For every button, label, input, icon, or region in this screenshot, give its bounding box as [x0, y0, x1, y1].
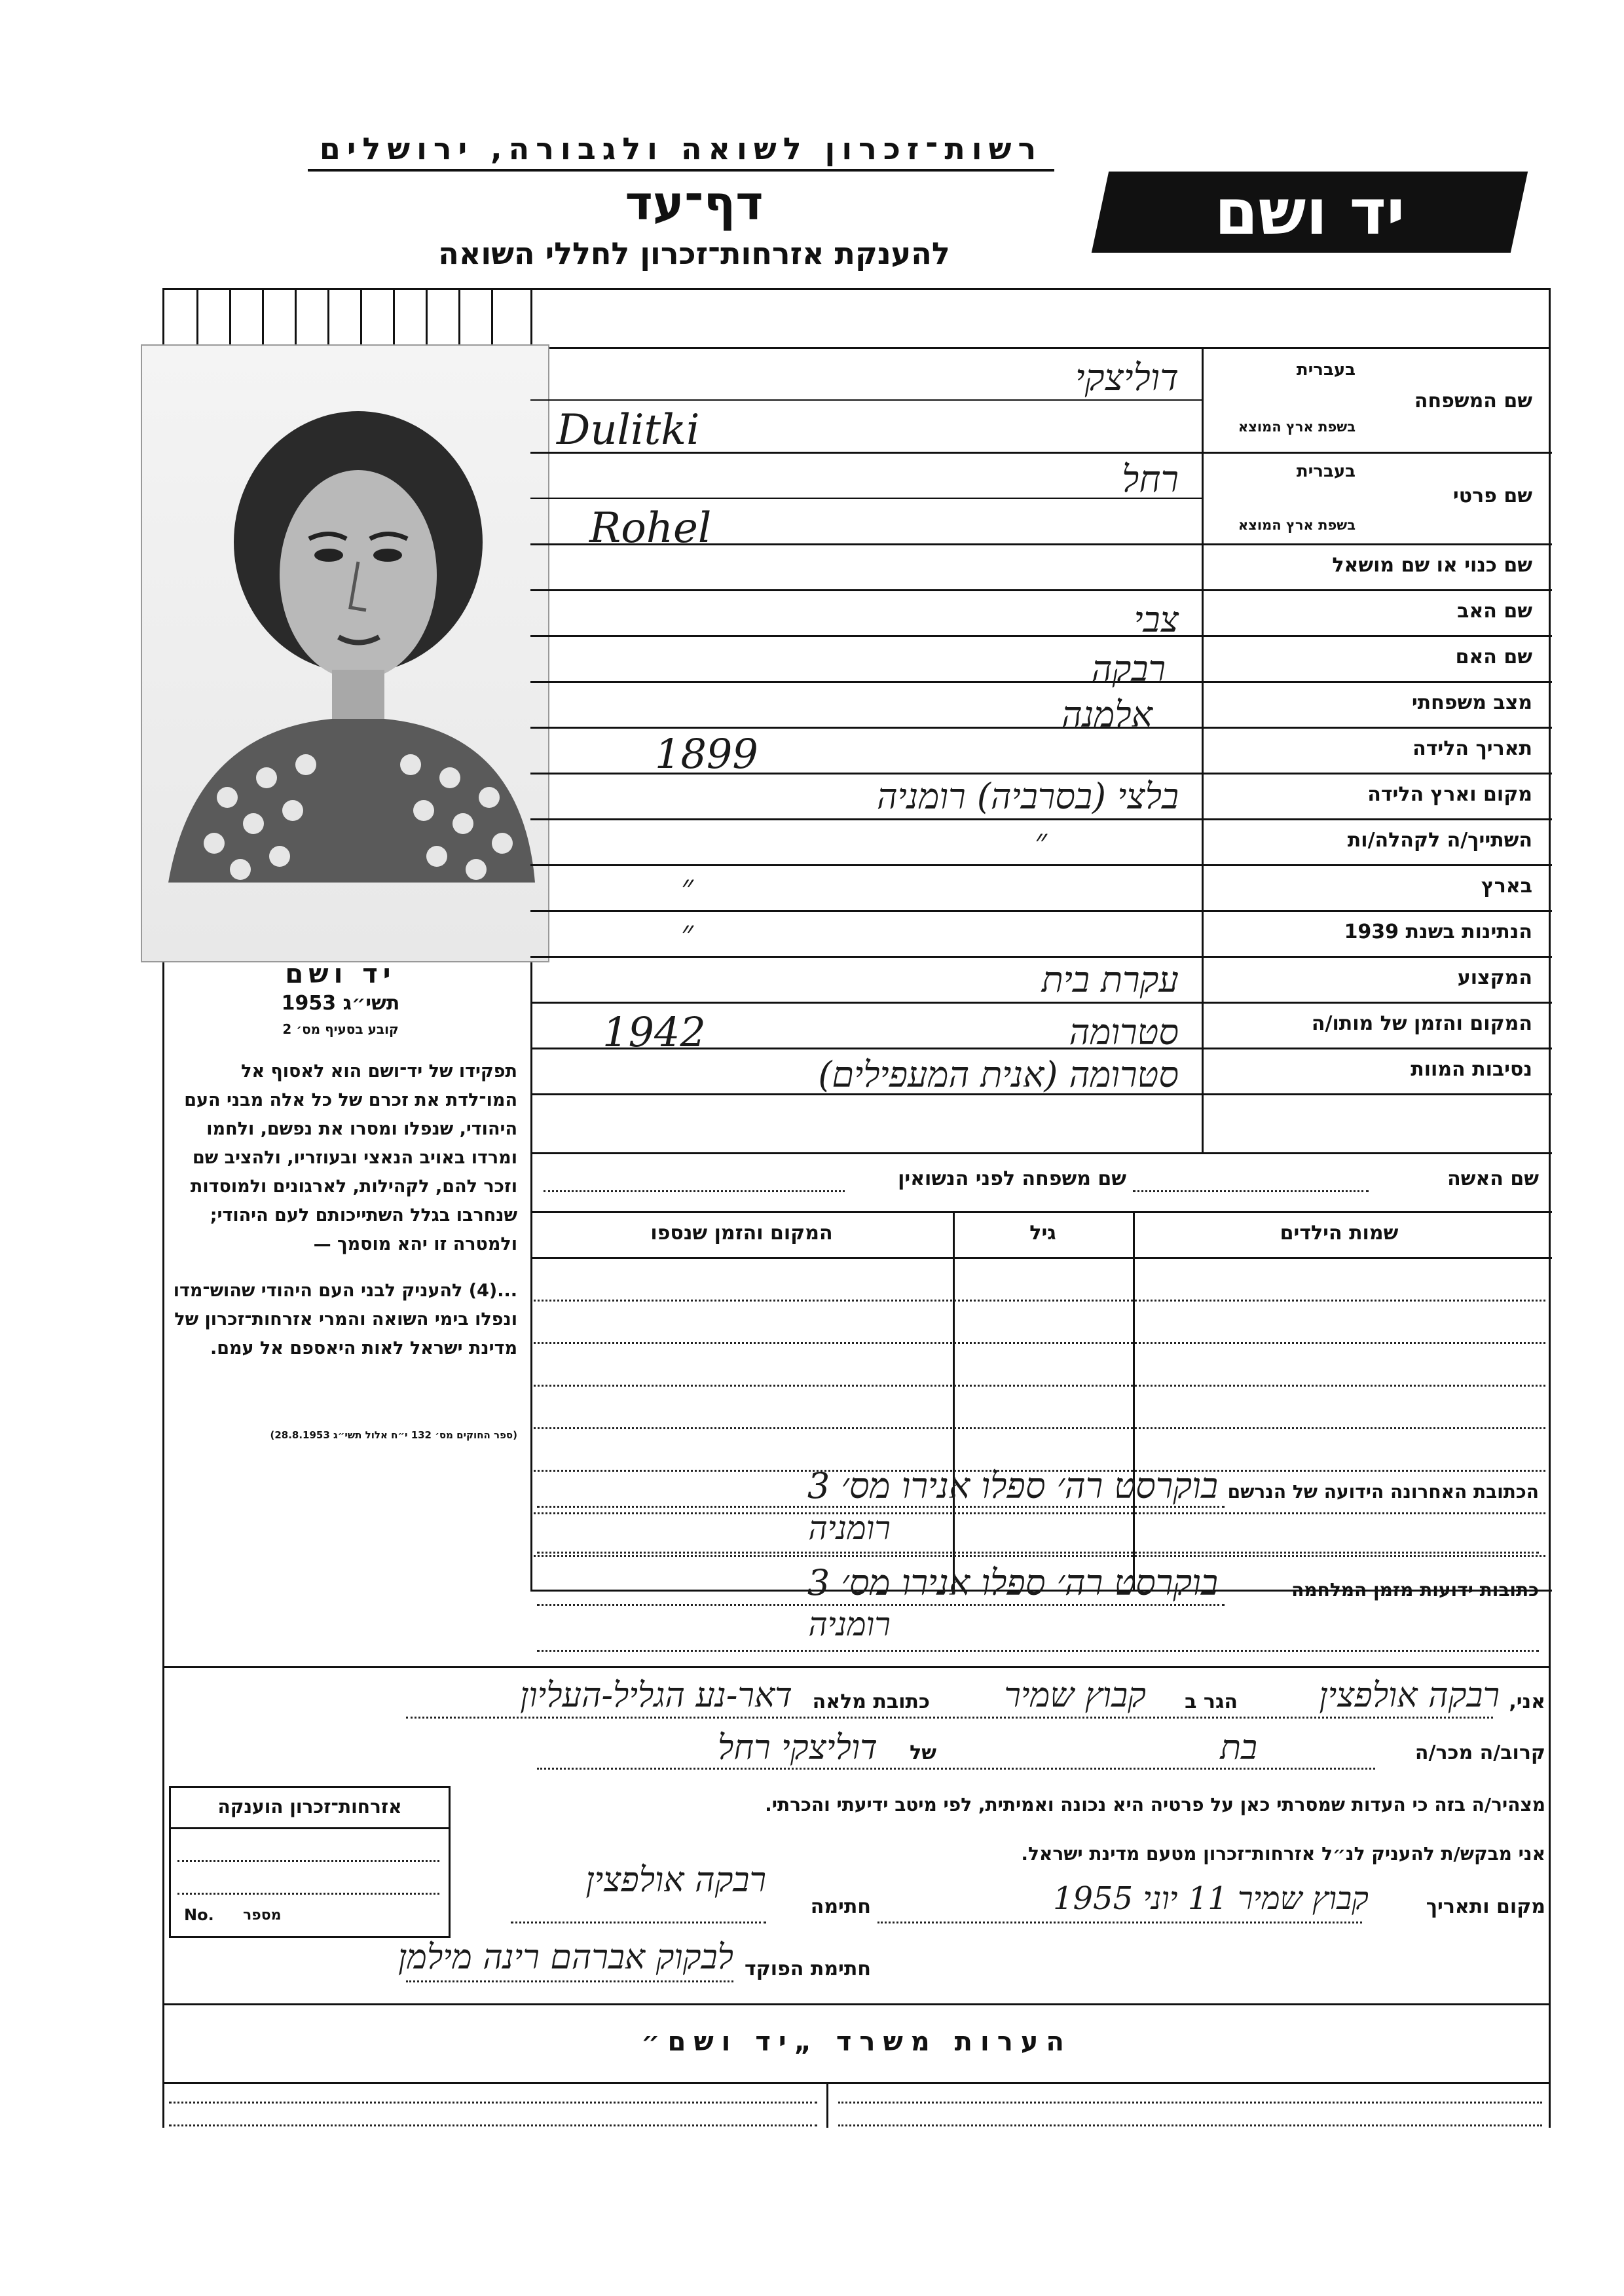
remarks-divider — [826, 2082, 828, 2128]
official-signature-label: חתימת הפוקד — [745, 1958, 871, 1980]
first-name-hebrew-value[interactable]: רחל — [1122, 458, 1179, 501]
citizenship-box-line — [177, 1893, 439, 1895]
death-place-label: המקום והזמן של מותו/ה — [1311, 1012, 1532, 1035]
relative-label: קרוב/ה מכר/ה — [1414, 1741, 1545, 1764]
declaration-line-2 — [537, 1768, 1375, 1770]
wife-dotline — [1133, 1190, 1369, 1192]
father-label: שם האב — [1457, 600, 1532, 623]
portrait-photo — [141, 344, 549, 962]
citizenship-box-title: אזרחות־זכרון הוענקה — [217, 1796, 402, 1817]
country-label: בארץ — [1481, 875, 1532, 898]
mother-label: שם האם — [1455, 646, 1532, 668]
box-divider — [295, 288, 297, 347]
marital-label: מצב משפחתי — [1411, 691, 1532, 714]
full-address-value[interactable]: דאר-נע הגליל-העליון — [520, 1676, 792, 1715]
form-title: דף־עד — [625, 175, 764, 230]
nickname-label: שם כנוי או שם מושאל — [1332, 554, 1532, 577]
children-col-divider — [953, 1211, 955, 1591]
authority-underline — [308, 169, 1054, 172]
row-half-sep — [530, 399, 1202, 401]
citizenship-box-title-line — [171, 1827, 449, 1829]
caption-paragraph-1: תפקידו של יד־ושם הוא לאסוף אל המו־לדת את זכרם של כל אלה מבני העם היהודי, שנפלו ומסרו את נפשם, ולחמו ומרדו באויב הנאצי ובעוזריו, ולהציב שם וזכר להם, לקהילות, לארגונים ולמוסדות שנחרבו בגלל השתייכותם לעם היהודי; ולמטרה זו יהא מוסמך — — [184, 1061, 517, 1254]
authority-line: רשות־זכרון לשואה ולגבורה, ירושלים — [319, 131, 1043, 166]
form-subtitle: להענקת אזרחות־זכרון לחללי השואה — [438, 236, 950, 271]
row-sep — [530, 818, 1552, 820]
community-label: השתייך/ה לקהלה/ות — [1347, 829, 1532, 852]
row-sep — [530, 956, 1552, 958]
family-name-origin-label: בשפת ארץ המוצא — [1238, 419, 1356, 435]
box-divider — [393, 288, 395, 347]
signature-dotline — [511, 1922, 766, 1923]
place-date-dotline — [877, 1922, 1362, 1923]
father-value[interactable]: צבי — [1134, 599, 1179, 640]
birthdate-value[interactable]: 1899 — [655, 730, 758, 778]
death-circumstances-value[interactable]: סטרומה (אנית המעפילים) — [818, 1054, 1179, 1095]
box-divider — [262, 288, 264, 347]
profession-label: המקצוע — [1457, 966, 1532, 989]
frame-top — [162, 288, 1551, 290]
children-place-header: המקום והזמן שנספו — [650, 1222, 833, 1245]
spouse-row-bottom — [530, 1211, 1552, 1213]
box-divider — [196, 288, 198, 347]
of-label: של — [910, 1741, 936, 1764]
row-sep — [530, 1002, 1552, 1004]
community-value[interactable]: ״ — [1035, 822, 1047, 860]
resides-in-value[interactable]: קבוץ שמיר — [1004, 1676, 1146, 1715]
children-header-bottom — [530, 1257, 1552, 1259]
frame-right — [1549, 288, 1551, 2128]
residence-1939-label: הנתינות בשנת 1939 — [1344, 920, 1532, 943]
war-address-value[interactable]: בוקרסט רה׳ ספלו אנירו מס׳ 3 — [807, 1562, 1218, 1603]
relative-value[interactable]: בת — [1220, 1728, 1257, 1768]
box-divider — [426, 288, 428, 347]
last-address-label-text: הכתובת האחרונה הידועה של הנרשם — [1227, 1481, 1539, 1503]
children-row-line — [534, 1300, 1545, 1302]
children-names-header: שמות הילדים — [1280, 1222, 1399, 1245]
citizenship-box-no-en: No. — [184, 1906, 214, 1924]
label-column-divider — [1202, 347, 1204, 1152]
declarant-name-value[interactable]: רבקה אולפצין — [1319, 1676, 1500, 1715]
box-divider — [360, 288, 362, 347]
statement-text: מצהיר/ה בזה כי העדות שמסרתי כאן על פרטיה היא נכונה ואמיתית, לפי מיטב ידיעתי והכרתי. — [765, 1794, 1545, 1815]
last-address-dotline — [537, 1506, 1225, 1508]
caption-year: תשי״ג 1953 — [281, 992, 400, 1015]
first-name-hebrew-label: בעברית — [1296, 462, 1356, 481]
children-col-divider — [1133, 1211, 1135, 1591]
row-sep — [530, 589, 1552, 591]
maiden-name-label: שם משפחה לפני הנשואין — [898, 1167, 1126, 1190]
wife-label: שם האשה — [1447, 1167, 1539, 1190]
box-divider — [229, 288, 231, 347]
death-place-value[interactable]: סטרומה — [1069, 1011, 1179, 1053]
caption-law-source: (ספר החוקים מס׳ 132 י״ח אלול תשי״ג 28.8.1953) — [270, 1429, 517, 1441]
of-value[interactable]: דוליצקי רחל — [718, 1728, 877, 1768]
citizenship-granted-box — [169, 1786, 451, 1938]
box-divider — [491, 288, 493, 347]
portrait-icon — [142, 346, 548, 961]
citizenship-box-line — [177, 1860, 439, 1862]
row-sep — [530, 910, 1552, 912]
children-row-line — [534, 1427, 1545, 1429]
family-name-hebrew-value[interactable]: דוליצקי — [1075, 357, 1179, 399]
official-signature-value[interactable]: לבקוק אברהם רינה מילמן — [397, 1938, 733, 1977]
last-address-dotline-2 — [537, 1552, 1539, 1554]
row-sep — [530, 864, 1552, 866]
country-value[interactable]: ״ — [681, 867, 693, 905]
place-date-value[interactable]: קבוץ שמיר 11 יוני 1955 — [1052, 1880, 1369, 1917]
remarks-line — [169, 2102, 817, 2104]
death-circumstances-label: נסיבות המוות — [1411, 1058, 1532, 1081]
children-row-line — [534, 1385, 1545, 1387]
birthplace-value[interactable]: בלצי (בסרביה) רומניה — [876, 776, 1179, 817]
signature-value[interactable]: רבקה אולפצין — [585, 1861, 766, 1900]
last-address-value-2[interactable]: רומניה — [808, 1509, 891, 1547]
war-address-label: כתובות ידועות מזמן המלחמה — [1291, 1579, 1539, 1601]
last-address-value[interactable]: בוקרסט רה׳ ספלו אנירו מס׳ 3 — [807, 1465, 1218, 1506]
children-age-header: גיל — [1029, 1222, 1056, 1245]
first-name-label: שם פרטי — [1452, 484, 1532, 507]
box-divider — [458, 288, 460, 347]
row-sep — [530, 1152, 1552, 1154]
children-row-line — [534, 1555, 1545, 1557]
remarks-title-bottom — [162, 2082, 1551, 2084]
remarks-top — [162, 2003, 1551, 2005]
box-divider — [327, 288, 329, 347]
request-text: אני מבקש/ת להעניק לנ״ל אזרחות־זכרון מטעם מדינת ישראל. — [1021, 1843, 1545, 1865]
birthdate-label: תאריך הלידה — [1412, 737, 1532, 760]
war-address-value-2[interactable]: רומניה — [808, 1605, 891, 1643]
first-name-origin-label: בשפת ארץ המוצא — [1238, 517, 1356, 533]
children-row-line — [534, 1342, 1545, 1344]
official-signature-dotline — [406, 1980, 733, 1982]
family-name-hebrew-label: בעברית — [1296, 360, 1356, 380]
caption-org: יד ושם — [285, 959, 396, 989]
war-address-dotline — [537, 1604, 1225, 1606]
resides-in-label: הגר ב — [1185, 1690, 1238, 1713]
remarks-title: הערות משרד „יד ושם״ — [641, 2027, 1072, 2057]
family-name-label: שם המשפחה — [1414, 390, 1532, 412]
remarks-line — [169, 2124, 817, 2126]
remarks-line — [838, 2102, 1542, 2104]
caption-paragraph-2: ...(4) להעניק לבני העם היהודי שהוש־מדו ונפלו בימי השואה והמרי אזרחות־זכרון של מדינת ישראל לאות היאספם אל עמם. — [173, 1281, 517, 1358]
family-name-origin-value[interactable]: Dulitki — [557, 406, 700, 454]
logo-text: יד ושם — [1214, 175, 1405, 249]
residence-1939-value[interactable]: ״ — [681, 913, 693, 951]
mother-value[interactable]: רבקה — [1091, 648, 1166, 689]
war-address-dotline-2 — [537, 1650, 1539, 1652]
citizenship-box-no-he: מספר — [243, 1907, 282, 1923]
caption-law-ref: קובע בסעיף מס׳ 2 — [282, 1021, 399, 1037]
declaration-line-1 — [406, 1717, 1493, 1719]
first-name-origin-value[interactable]: Rohel — [589, 504, 712, 553]
profession-value[interactable]: עקרת בית — [1041, 959, 1179, 1000]
death-year-value[interactable]: 1942 — [602, 1008, 706, 1056]
maiden-dotline — [544, 1190, 845, 1192]
addresses-bottom — [162, 1666, 1551, 1668]
ani-label: אני, — [1509, 1690, 1545, 1713]
birthplace-label: מקום וארץ הלידה — [1367, 783, 1532, 806]
place-date-label: מקום ותאריך — [1426, 1895, 1545, 1918]
full-address-label: כתובת מלאה — [812, 1690, 930, 1713]
marital-value[interactable]: אלמנה — [1061, 694, 1153, 735]
remarks-line — [838, 2124, 1542, 2126]
signature-label: חתימה — [810, 1895, 871, 1918]
